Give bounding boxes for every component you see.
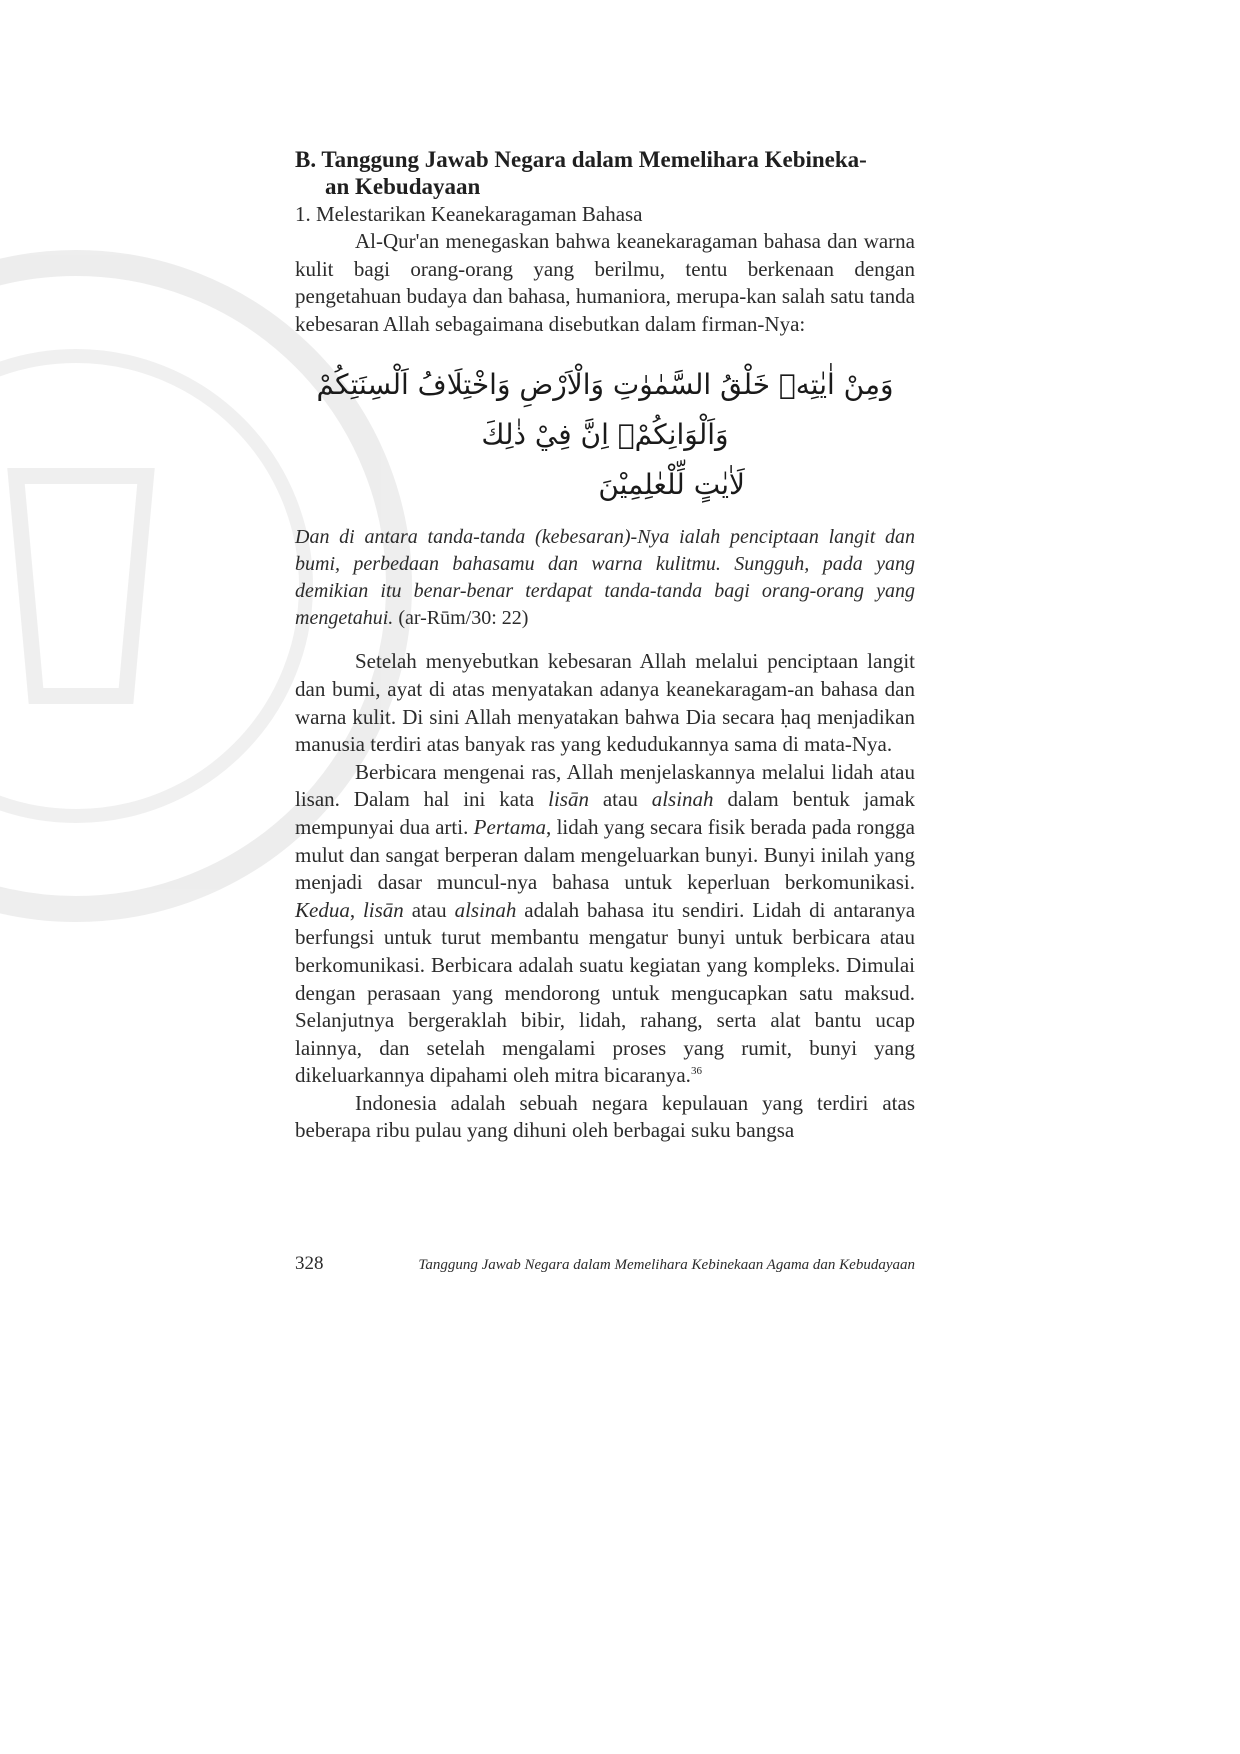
- quran-verse-arabic: [295, 360, 915, 510]
- term-alsinah: alsinah: [454, 897, 517, 922]
- paragraph-2-text: atau: [403, 897, 455, 922]
- page-number: 328: [295, 1253, 324, 1274]
- paragraph-2-text: , lidah yang secara fisik berada pada rongga mulut dan sangat berperan dalam mengeluarkan bunyi. Bunyi inilah yang menjadi dasar muncul-nya bahasa untuk keperluan berkomunikasi.: [295, 814, 915, 895]
- term-lisan: lisān: [362, 897, 404, 922]
- paragraph-2-text: dalam bentuk jamak mempunyai dua arti.: [295, 787, 915, 839]
- subsection-heading: 1. Melestarikan Keanekaragaman Bahasa: [295, 202, 643, 226]
- verse-reference: (ar-Rūm/30: 22): [393, 607, 529, 630]
- paragraph-1: Setelah menyebutkan kebesaran Allah melalui penciptaan langit dan bumi, ayat di atas menyatakan adanya keanekaragam-an bahasa dan warna kulit. Di sini Allah menyatakan bahwa Dia secara ḥaq menjadikan manusia terdiri atas banyak ras yang kedudukannya sama di mata-Nya.: [295, 649, 915, 757]
- footnote-marker[interactable]: 36: [690, 1065, 702, 1078]
- paragraph-3: Indonesia adalah sebuah negara kepulauan yang terdiri atas beberapa ribu pulau yang dihuni oleh berbagai suku bangsa: [295, 1090, 915, 1143]
- term-pertama: Pertama: [473, 814, 546, 839]
- paragraph-2-text: atau: [588, 787, 652, 812]
- paragraph-2: [295, 759, 915, 1090]
- section-heading: [295, 146, 915, 200]
- running-head: Tanggung Jawab Negara dalam Memelihara Kebinekaan Agama dan Kebudayaan: [418, 1257, 915, 1273]
- section-heading-line2: an Kebudayaan: [325, 174, 481, 199]
- term-alsinah: alsinah: [651, 787, 714, 812]
- paragraph-2-text: ,: [349, 897, 363, 922]
- quran-verse-line1: وَمِنْ اٰيٰتِهٖ خَلْقُ السَّمٰوٰتِ وَالْاَرْضِ وَاخْتِلَافُ اَلْسِنَتِكُمْ وَاَلْوَانِكُمْۗ اِنَّ فِيْ ذٰلِكَ: [316, 368, 894, 452]
- paragraph-2-text: Berbicara mengenai ras, Allah menjelaskannya melalui lidah atau lisan. Dalam hal ini kata: [295, 759, 915, 812]
- page-footer: [295, 1253, 915, 1275]
- verse-translation-text: Dan di antara tanda-tanda (kebesaran)-Nya ialah penciptaan langit dan bumi, perbedaan bahasamu dan warna kulitmu. Sungguh, pada yang demikian itu benar-benar terdapat tanda-tanda bagi orang-orang yang mengetahui.: [295, 526, 915, 630]
- term-kedua: Kedua: [295, 897, 350, 922]
- section-heading-line1: B. Tanggung Jawab Negara dalam Memelihara Kebineka-: [295, 147, 867, 172]
- term-lisan: lisān: [548, 787, 589, 812]
- intro-paragraph: Al-Qur'an menegaskan bahwa keanekaragaman bahasa dan warna kulit bagi orang-orang yang berilmu, tentu berkenaan dengan pengetahuan budaya dan bahasa, humaniora, merupa-kan salah satu tanda kebesaran Allah sebagaimana disebutkan dalam firman-Nya:: [295, 229, 915, 336]
- paragraph-2-text: adalah bahasa itu sendiri. Lidah di antaranya berfungsi untuk turut membantu mengatur bunyi untuk berbicara atau berkomunikasi. Berbicara adalah suatu kegiatan yang kompleks. Dimulai dengan perasaan yang mendorong untuk mengucapkan satu maksud. Selanjutnya bergeraklah bibir, lidah, rahang, serta alat bantu ucap lainnya, dan setelah mengalami proses yang rumit, bunyi yang dikeluarkannya dipahami oleh mitra bicaranya.: [295, 897, 916, 1088]
- verse-translation: [295, 524, 915, 632]
- quran-verse-line2: لَاٰيٰتٍ لِّلْعٰلِمِيْنَ: [598, 468, 745, 502]
- page-content: [295, 146, 915, 1145]
